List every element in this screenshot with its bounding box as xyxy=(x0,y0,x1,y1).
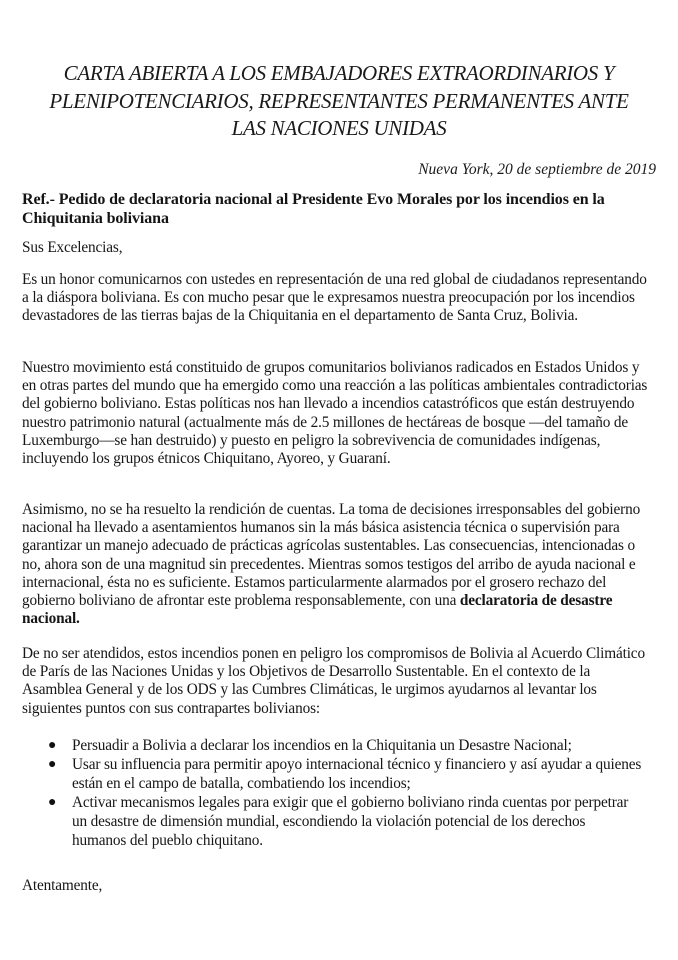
list-item xyxy=(0,793,642,850)
title-line-3: LAS NACIONES UNIDAS xyxy=(231,116,447,140)
list-item-text: Activar mecanismos legales para exigir que el gobierno boliviano rinda cuentas por perpetrar un desastre de dimensión mundial, escondiendo la violación potencial de los derechos humanos del pueblo chiquitano. xyxy=(72,794,629,849)
bullet-icon: ● xyxy=(48,795,57,810)
list-item xyxy=(0,736,642,755)
request-list xyxy=(0,736,678,850)
list-item-text: Usar su influencia para permitir apoyo internacional técnico y financiero y así ayudar a quienes están en el campo de batalla, combatiendo los incendios; xyxy=(72,756,642,792)
bullet-icon: ● xyxy=(48,757,57,772)
closing: Atentamente, xyxy=(22,877,103,894)
reference-line: Ref.- Pedido de declaratoria nacional al Presidente Evo Morales por los incendios en la Chiquitania boliviana xyxy=(22,191,605,227)
letter-title xyxy=(20,60,658,143)
bullet-icon: ● xyxy=(48,738,57,753)
paragraph-1: Es un honor comunicarnos con ustedes en representación de una red global de ciudadanos representando a la diáspora boliviana. Es con mucho pesar que le expresamos nuestra preocupación por los incendios devastadores de las tierras bajas de la Chiquitania en el departamento de Santa Cruz, Bolivia. xyxy=(22,271,647,325)
title-line-1: CARTA ABIERTA A LOS EMBAJADORES EXTRAORDINARIOS Y xyxy=(63,61,615,85)
paragraph-4: De no ser atendidos, estos incendios ponen en peligro los compromisos de Bolivia al Acuerdo Climático de París de las Naciones Unidas y los Objetivos de Desarrollo Sustentable. En el contexto de la Asamblea General y de los ODS y las Cumbres Climáticas, le urgimos ayudarnos al levantar los siguientes puntos con sus contrapartes bolivianos: xyxy=(22,645,645,717)
list-item-text: Persuadir a Bolivia a declarar los incendios en la Chiquitania un Desastre Nacional; xyxy=(72,737,572,754)
paragraph-3-emphasis: declaratoria de desastre nacional. xyxy=(22,592,613,628)
list-item xyxy=(0,755,642,793)
paragraph-3-text: Asimismo, no se ha resuelto la rendición de cuentas. La toma de decisiones irresponsables del gobierno nacional ha llevado a asentamientos humanos sin la más básica asistencia técnica o supervisión para garantizar un manejo adecuado de prácticas agrícolas sustentables. Las consecuencias, intencionadas o no, ahora son de una magnitud sin precedentes. Mientras somos testigos del arribo de ayuda nacional e internacional, ésta no es suficiente. Estamos particularmente alarmados por el grosero rechazo del gobierno boliviano de afrontar este problema responsablemente, con una xyxy=(22,501,641,610)
title-line-2: PLENIPOTENCIARIOS, REPRESENTANTES PERMANENTES ANTE xyxy=(49,88,629,113)
paragraph-3 xyxy=(22,501,652,628)
salutation: Sus Excelencias, xyxy=(22,239,123,256)
paragraph-2: Nuestro movimiento está constituido de grupos comunitarios bolivianos radicados en Estados Unidos y en otras partes del mundo que ha emergido como una reacción a las políticas ambientales contradictorias del gobierno boliviano. Estas políticas nos han llevado a incendios catastróficos que están destruyendo nuestro patrimonio natural (actualmente más de 2.5 millones de hectáreas de bosque —del tamaño de Luxemburgo—se han destruido) y puesto en peligro la sobrevivencia de comunidades indígenas, incluyendo los grupos étnicos Chiquitano, Ayoreo, y Guaraní. xyxy=(22,359,648,468)
place-date: Nueva York, 20 de septiembre de 2019 xyxy=(418,161,656,178)
